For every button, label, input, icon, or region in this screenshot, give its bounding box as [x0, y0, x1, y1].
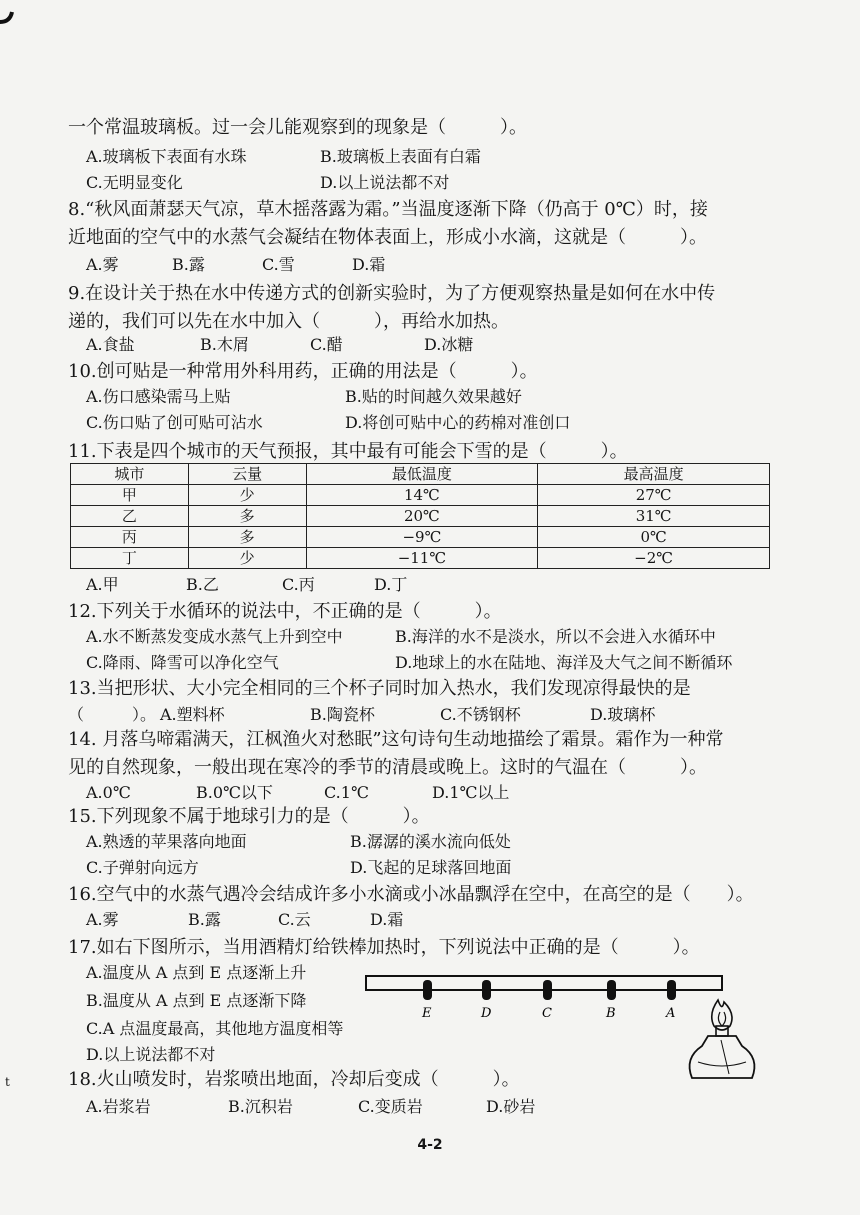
question-text: 见的自然现象，一般出现在寒冷的季节的清晨或晚上。这时的气温在（ ）。 — [68, 757, 707, 778]
answer-option: D.玻璃杯 — [590, 705, 656, 724]
point-label-c: C — [542, 1006, 552, 1021]
answer-option: D.1℃以上 — [432, 783, 510, 802]
answer-option: D.地球上的水在陆地、海洋及大气之间不断循环 — [395, 653, 733, 672]
question-text: 8.“秋风面萧瑟天气凉，草木摇落露为霜。”当温度逐渐下降（仍高于 0℃）时，接 — [68, 199, 708, 220]
answer-option: A.雾 — [86, 910, 119, 929]
answer-option: A.塑料杯 — [160, 705, 225, 724]
answer-option: C.醋 — [310, 335, 343, 354]
question-text: 10.创可贴是一种常用外科用药，正确的用法是（ ）。 — [68, 361, 538, 382]
answer-option: B.潺潺的溪水流向低处 — [350, 832, 511, 851]
answer-option: B.陶瓷杯 — [310, 705, 375, 724]
alcohol-lamp — [690, 1000, 755, 1078]
question-text: 14. 月落乌啼霜满天，江枫渔火对愁眠”这句诗句生动地描绘了霜景。霜作为一种常 — [68, 729, 724, 750]
answer-option: D.霜 — [352, 255, 386, 274]
answer-option: C.雪 — [262, 255, 295, 274]
answer-option: D.霜 — [370, 910, 404, 929]
table-row — [71, 506, 770, 527]
answer-option: B.乙 — [186, 575, 219, 594]
table-cell: 乙 — [71, 506, 189, 527]
answer-option: C.A 点温度最高，其他地方温度相等 — [86, 1019, 344, 1038]
answer-option: B.木屑 — [200, 335, 249, 354]
question-text: 12.下列关于水循环的说法中，不正确的是（ ）。 — [68, 601, 502, 622]
scan-corner-mark — [0, 0, 16, 30]
table-cell: −2℃ — [538, 548, 770, 569]
answer-option: A.雾 — [86, 255, 119, 274]
answer-option: C.伤口贴了创可贴可沾水 — [86, 413, 263, 432]
answer-option: D.丁 — [374, 575, 408, 594]
answer-option: B.露 — [188, 910, 221, 929]
table-header-cell: 最高温度 — [538, 464, 770, 485]
answer-option: A.伤口感染需马上贴 — [86, 387, 231, 406]
answer-option: C.降雨、降雪可以净化空气 — [86, 653, 279, 672]
wax-bead-a — [667, 980, 676, 1000]
answer-option: C.变质岩 — [358, 1097, 423, 1116]
answer-option: D.飞起的足球落回地面 — [350, 858, 512, 877]
answer-option: C.1℃ — [324, 783, 369, 802]
table-cell: 丙 — [71, 527, 189, 548]
answer-option: A.岩浆岩 — [86, 1097, 151, 1116]
table-header-cell: 云量 — [188, 464, 306, 485]
wax-bead-b — [607, 980, 616, 1000]
question-text: 15.下列现象不属于地球引力的是（ ）。 — [68, 806, 430, 827]
table-cell: 0℃ — [538, 527, 770, 548]
answer-option: C.云 — [278, 910, 311, 929]
question-text: 9.在设计关于热在水中传递方式的创新实验时，为了方便观察热量是如何在水中传 — [68, 283, 716, 304]
answer-option: B.贴的时间越久效果越好 — [345, 387, 522, 406]
answer-option: A.0℃ — [86, 783, 131, 802]
page-number: 4-2 — [417, 1137, 443, 1153]
answer-option: D.以上说法都不对 — [320, 173, 450, 192]
point-label-d: D — [481, 1006, 492, 1021]
answer-option: A.水不断蒸发变成水蒸气上升到空中 — [86, 627, 343, 646]
answer-option: D.冰糖 — [424, 335, 474, 354]
table-cell: 27℃ — [538, 485, 770, 506]
answer-option: D.砂岩 — [486, 1097, 536, 1116]
answer-option: D.以上说法都不对 — [86, 1045, 216, 1064]
answer-option: B.0℃以下 — [196, 783, 273, 802]
answer-option: A.熟透的苹果落向地面 — [86, 832, 247, 851]
answer-option: A.甲 — [86, 575, 119, 594]
wax-bead-e — [423, 980, 432, 1000]
table-cell: 多 — [188, 506, 306, 527]
answer-option: B.海洋的水不是淡水，所以不会进入水循环中 — [395, 627, 716, 646]
table-cell: 少 — [188, 548, 306, 569]
question-text: 17.如右下图所示，当用酒精灯给铁棒加热时，下列说法中正确的是（ ）。 — [68, 937, 700, 958]
answer-option: C.无明显变化 — [86, 173, 183, 192]
margin-mark: t — [5, 1075, 10, 1089]
iron-rod-heating-diagram — [362, 962, 772, 1092]
point-label-b: B — [606, 1006, 616, 1021]
table-cell: 20℃ — [306, 506, 538, 527]
point-label-e: E — [422, 1006, 432, 1021]
answer-option: C.子弹射向远方 — [86, 858, 199, 877]
question-text: 递的，我们可以先在水中加入（ ），再给水加热。 — [68, 311, 509, 332]
answer-option: B.露 — [172, 255, 205, 274]
table-cell: −11℃ — [306, 548, 538, 569]
answer-option: D.将创可贴中心的药棉对准创口 — [345, 413, 571, 432]
point-label-a: A — [666, 1006, 676, 1021]
answer-option: A.温度从 A 点到 E 点逐渐上升 — [86, 963, 307, 982]
answer-option: B.玻璃板上表面有白霜 — [320, 147, 481, 166]
table-cell: 31℃ — [538, 506, 770, 527]
table-cell: 多 — [188, 527, 306, 548]
answer-option: C.丙 — [282, 575, 315, 594]
answer-option: （ ）。 — [68, 705, 157, 724]
table-row — [71, 527, 770, 548]
weather-forecast-table — [70, 463, 770, 569]
question-text: 16.空气中的水蒸气遇冷会结成许多小水滴或小冰晶飘浮在空中，在高空的是（ ）。 — [68, 884, 754, 905]
table-cell: 甲 — [71, 485, 189, 506]
table-cell: 丁 — [71, 548, 189, 569]
wax-bead-d — [482, 980, 491, 1000]
answer-option: B.温度从 A 点到 E 点逐渐下降 — [86, 991, 307, 1010]
table-header-cell: 城市 — [71, 464, 189, 485]
question-text: 13.当把形状、大小完全相同的三个杯子同时加入热水，我们发现凉得最快的是 — [68, 678, 691, 699]
answer-option: A.玻璃板下表面有水珠 — [86, 147, 247, 166]
table-row — [71, 485, 770, 506]
answer-option: A.食盐 — [86, 335, 135, 354]
table-row — [71, 548, 770, 569]
table-cell: 14℃ — [306, 485, 538, 506]
table-header-row — [71, 464, 770, 485]
wax-bead-c — [543, 980, 552, 1000]
answer-option: B.沉积岩 — [228, 1097, 293, 1116]
table-cell: −9℃ — [306, 527, 538, 548]
table-header-cell: 最低温度 — [306, 464, 538, 485]
question-text: 一个常温玻璃板。过一会儿能观察到的现象是（ ）。 — [68, 117, 527, 138]
table-cell: 少 — [188, 485, 306, 506]
question-text: 18.火山喷发时，岩浆喷出地面，冷却后变成（ ）。 — [68, 1069, 520, 1090]
question-text: 近地面的空气中的水蒸气会凝结在物体表面上，形成小水滴，这就是（ ）。 — [68, 227, 707, 248]
question-text: 11.下表是四个城市的天气预报，其中最有可能会下雪的是（ ）。 — [68, 441, 628, 462]
answer-option: C.不锈钢杯 — [440, 705, 521, 724]
